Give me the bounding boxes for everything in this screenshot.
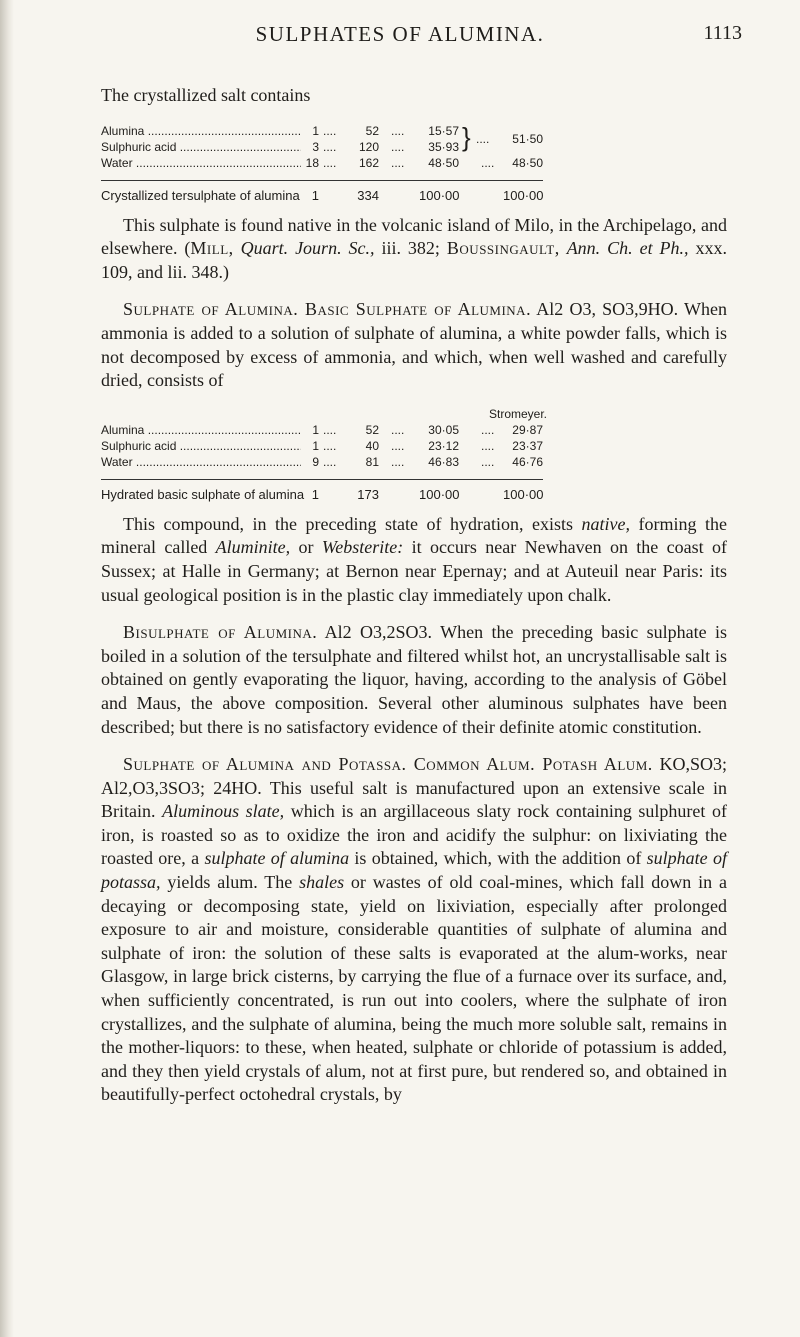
total-percent: 100·00 xyxy=(419,187,460,203)
table-total-row xyxy=(101,487,727,505)
total-weight: 334 xyxy=(357,187,379,203)
equivalents: 1 xyxy=(312,422,319,437)
brace-symbol: } xyxy=(462,121,471,152)
table-row: Alumina ..... 1 .... 52 .... 30·05 .... 29·87 xyxy=(101,423,727,439)
table-row: Water ..... 18 .... 162 .... 48·50 .... 48·50 xyxy=(101,156,727,172)
percent: 15·57 xyxy=(428,123,459,138)
total-percent: 100·00 xyxy=(419,486,460,502)
observed: 48·50 xyxy=(512,155,543,170)
observed: 46·76 xyxy=(512,454,543,469)
running-header xyxy=(0,18,800,48)
table-row: Sulphuric acid ..... 1 .... 40 .... 23·12 .... 23·37 xyxy=(101,439,727,455)
row-label: Sulphuric acid ..... xyxy=(101,439,301,453)
running-title: SULPHATES OF ALUMINA. xyxy=(255,22,545,46)
observed: 29·87 xyxy=(512,422,543,437)
section-heading: Bisulphate of Alumina. xyxy=(123,622,318,643)
table-rule xyxy=(101,479,543,480)
equivalents: 1 xyxy=(312,438,319,453)
percent: 46·83 xyxy=(428,454,459,469)
total-weight: 173 xyxy=(357,486,379,502)
total-observed: 100·00 xyxy=(503,486,544,502)
paragraph-native-milo: This sulphate is found native in the volcanic island of Milo, in the Archipelago, and elsewhere. (Mill, Quart. Journ. Sc., iii. 382; Boussingault, Ann. Ch. et Ph., xxx. 109, and lii. 348.) xyxy=(101,214,728,282)
row-label: Alumina ..... xyxy=(101,423,301,437)
bracketed-observed: 51·50 xyxy=(512,131,543,146)
intro-line: The crystallized salt contains xyxy=(101,85,311,105)
row-label: Water ..... xyxy=(101,455,301,469)
page-spine-shadow xyxy=(0,0,14,1337)
total-label: Crystallized tersulphate of alumina xyxy=(101,187,300,203)
percent: 30·05 xyxy=(428,422,459,437)
row-label: Alumina ..... xyxy=(101,124,301,138)
percent: 48·50 xyxy=(428,155,459,170)
table-row: Water ..... 9 .... 81 .... 46·83 .... 46·76 xyxy=(101,455,727,471)
equivalents: 3 xyxy=(312,139,319,154)
row-label: Water ..... xyxy=(101,156,301,170)
percent: 35·93 xyxy=(428,139,459,154)
equivalents: 9 xyxy=(312,454,319,469)
paragraph-bisulphate: Bisulphate of Alumina. Al2 O3,2SO3. When the preceding basic sulphate is boiled in a solution of the tersulphate and filtered whilst hot, an uncrystallisable salt is obtained on gently evaporating the liquor, having, according to the analysis of Göbel and Maus, the above composition. Several other aluminous sulphates have been described; but there is no satisfactory evidence of their definite atomic constitution. xyxy=(101,622,727,737)
composition-table-crystallized: Alumina ..... 1 .... 52 .... 15·57 Sulphuric acid ..... 3 .... 120 .... 35·93 } 51·50 .... Water ..... 18 .... 162 .... 48·50 .... 48·50 Crystallized tersulphate of alumina 1 334 100·00 100·00 xyxy=(101,124,727,206)
observer-heading: Stromeyer. xyxy=(489,406,548,421)
percent: 23·12 xyxy=(428,438,459,453)
total-equivalents: 1 xyxy=(311,187,319,203)
table-row: Sulphuric acid ..... 3 .... 120 .... 35·93 xyxy=(101,140,727,156)
equivalents: 1 xyxy=(312,123,319,138)
equivalents: 18 xyxy=(305,155,319,170)
composition-table-basic xyxy=(101,407,727,505)
table-total-row xyxy=(101,188,727,206)
paragraph-aluminite: This compound, in the preceding state of hydration, exists native, forming the mineral called Aluminite, or Websterite: it occurs near Newhaven on the coast of Sussex; at Halle in Germany; at Bernon near Epernay; and at Auteuil near Paris: its usual geological position is in the plastic clay immediately upon chalk. xyxy=(101,513,728,605)
weight: 52 xyxy=(365,123,379,138)
weight: 81 xyxy=(365,454,379,469)
paragraph-alum: Sulphate of Alumina and Potassa. Common Alum. Potash Alum. KO,SO3; Al2,O3,3SO3; 24HO. This useful salt is manufactured upon an extensive scale in Britain. Aluminous slate, which is an argillaceous slaty rock containing sulphuret of iron, is roasted so as to oxidize the iron and acidify the sulphur: on lixiviating the roasted ore, a sulphate of alumina is obtained, which, with the addition of sulphate of potassa, yields alum. The shales or wastes of old coal-mines, which fall down in a decaying or decomposing state, yield on lixiviation, especially after prolonged exposure to air and moisture, considerable quantities of sulphate of alumina and sulphate of iron: the solution of these salts is evaporated at the alum-works, near Glasgow, in large brick cisterns, by carrying the flue of a furnace over its surface, and, when sufficiently concentrated, is run out into coolers, where the sulphate of iron crystallizes, and the sulphate of alumina, being the much more soluble salt, remains in the mother-liquors: to these, when heated, sulphate or chloride of potassium is added, and they then yield crystals of alum, not at first pure, but rendered so, and obtained in beautifully-perfect octohedral crystals, by xyxy=(101,754,727,1105)
weight: 162 xyxy=(358,155,379,170)
section-heading: Sulphate of Alumina. Basic Sulphate of Alumina. xyxy=(123,299,532,320)
table-rule xyxy=(101,180,543,181)
total-label: Hydrated basic sulphate of alumina xyxy=(101,486,305,502)
row-label: Sulphuric acid ..... xyxy=(101,140,301,154)
weight: 120 xyxy=(358,139,379,154)
paragraph-basic-sulphate: Sulphate of Alumina. Basic Sulphate of Alumina. Al2 O3, SO3,9HO. When ammonia is added to a solution of sulphate of alumina, a white powder falls, which is not decomposed by excess of ammonia, and which, when well washed and carefully dried, consists of xyxy=(101,299,728,391)
table-row: Alumina ..... 1 .... 52 .... 15·57 xyxy=(101,124,727,140)
section-heading: Sulphate of Alumina and Potassa. Common Alum. Potash Alum. xyxy=(123,754,653,775)
page-body xyxy=(101,84,727,1121)
weight: 52 xyxy=(365,422,379,437)
weight: 40 xyxy=(365,438,379,453)
page-number: 1113 xyxy=(703,22,742,44)
observed: 23·37 xyxy=(512,438,543,453)
total-observed: 100·00 xyxy=(503,187,544,203)
total-equivalents: 1 xyxy=(311,486,319,502)
